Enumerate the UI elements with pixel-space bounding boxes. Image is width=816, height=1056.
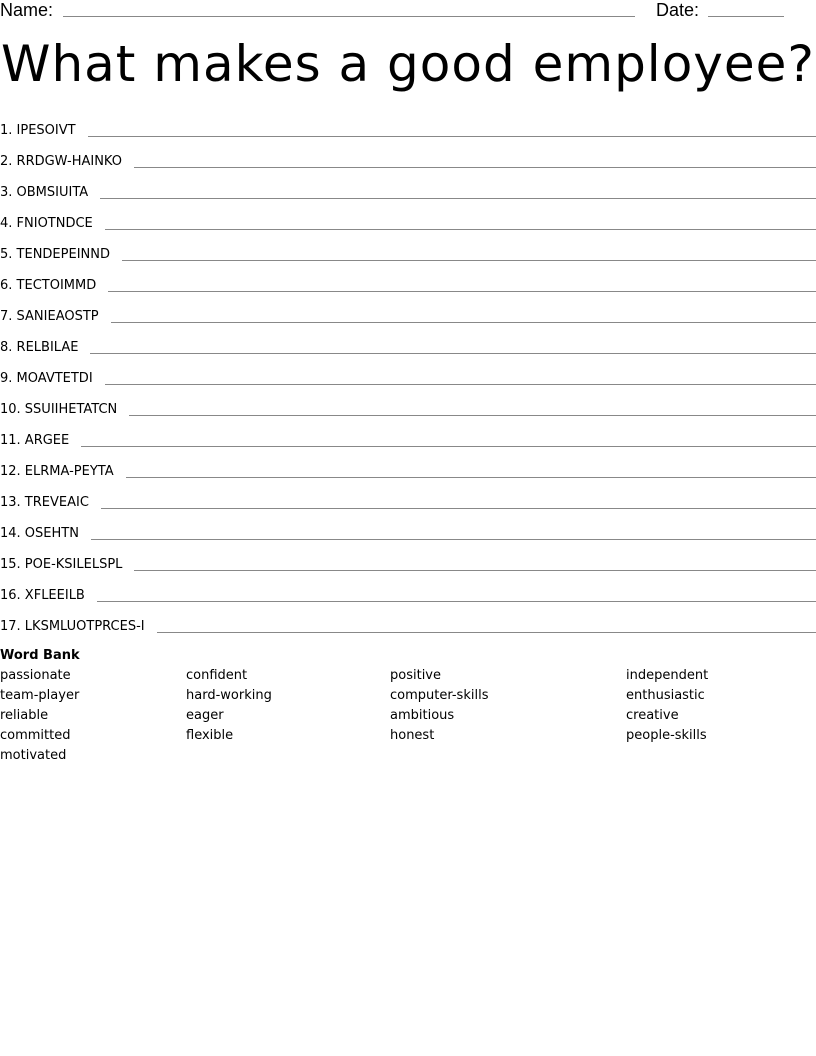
word-bank-word: hard-working <box>186 688 272 703</box>
scramble-item <box>0 143 816 174</box>
answer-line <box>157 632 816 633</box>
answer-line <box>81 446 816 447</box>
worksheet-title: What makes a good employee? <box>1 35 815 93</box>
word-bank-column <box>390 666 488 746</box>
scrambled-word: 16. XFLEEILB <box>0 588 85 603</box>
scramble-item <box>0 577 816 608</box>
answer-line <box>134 167 816 168</box>
scramble-item <box>0 453 816 484</box>
scrambled-word: 8. RELBILAE <box>0 340 79 355</box>
scramble-item <box>0 112 816 143</box>
answer-line <box>97 601 816 602</box>
word-bank-word: people-skills <box>626 728 707 743</box>
name-field-line <box>63 16 635 17</box>
scrambled-word: 2. RRDGW-HAINKO <box>0 154 122 169</box>
scramble-item <box>0 174 816 205</box>
date-field-line <box>708 16 784 17</box>
scrambled-word: 12. ELRMA-PEYTA <box>0 464 114 479</box>
scrambled-word: 10. SSUIIHETATCN <box>0 402 118 417</box>
word-bank-word: creative <box>626 708 679 723</box>
answer-line <box>126 477 816 478</box>
word-bank-word: flexible <box>186 728 234 743</box>
word-bank-word: passionate <box>0 668 71 683</box>
answer-line <box>90 353 816 354</box>
word-bank-word: positive <box>390 668 441 683</box>
word-bank-word: independent <box>626 668 709 683</box>
scrambled-word: 11. ARGEE <box>0 433 70 448</box>
scramble-item <box>0 236 816 267</box>
scrambled-word: 3. OBMSIUITA <box>0 185 89 200</box>
scrambled-word: 17. LKSMLUOTPRCES-I <box>0 619 145 634</box>
word-bank-column <box>0 666 79 766</box>
answer-line <box>101 508 816 509</box>
word-bank-word: motivated <box>0 748 67 763</box>
word-bank-word: reliable <box>0 708 49 723</box>
word-bank-word: confident <box>186 668 248 683</box>
date-label: Date: <box>656 0 700 20</box>
scrambled-word: 6. TECTOIMMD <box>0 278 97 293</box>
word-bank-title: Word Bank <box>0 648 80 663</box>
scramble-list <box>0 112 816 639</box>
name-label: Name: <box>0 0 54 20</box>
word-bank <box>0 646 816 763</box>
scramble-item <box>0 515 816 546</box>
word-bank-word: computer-skills <box>390 688 489 703</box>
scramble-item <box>0 298 816 329</box>
scrambled-word: 13. TREVEAIC <box>0 495 89 510</box>
word-bank-word: honest <box>390 728 435 743</box>
scramble-item <box>0 329 816 360</box>
answer-line <box>122 260 816 261</box>
scrambled-word: 5. TENDEPEINND <box>0 247 110 262</box>
word-bank-word: team-player <box>0 688 80 703</box>
word-bank-word: eager <box>186 708 224 723</box>
scrambled-word: 7. SANIEAOSTP <box>0 309 99 324</box>
scramble-item <box>0 391 816 422</box>
scramble-item <box>0 360 816 391</box>
answer-line <box>91 539 816 540</box>
word-bank-column <box>626 666 708 746</box>
worksheet-header <box>0 0 816 24</box>
scramble-item <box>0 608 816 639</box>
scrambled-word: 15. POE-KSILELSPL <box>0 557 123 572</box>
word-bank-word: committed <box>0 728 71 743</box>
scrambled-word: 1. IPESOIVT <box>0 123 76 138</box>
word-bank-word: enthusiastic <box>626 688 705 703</box>
answer-line <box>100 198 816 199</box>
scramble-item <box>0 205 816 236</box>
scramble-item <box>0 546 816 577</box>
scrambled-word: 9. MOAVTETDI <box>0 371 93 386</box>
scrambled-word: 4. FNIOTNDCE <box>0 216 93 231</box>
scrambled-word: 14. OSEHTN <box>0 526 79 541</box>
answer-line <box>134 570 816 571</box>
answer-line <box>105 384 816 385</box>
scramble-item <box>0 484 816 515</box>
answer-line <box>111 322 816 323</box>
answer-line <box>88 136 816 137</box>
scramble-item <box>0 422 816 453</box>
answer-line <box>129 415 816 416</box>
answer-line <box>105 229 816 230</box>
word-bank-word: ambitious <box>390 708 455 723</box>
answer-line <box>108 291 816 292</box>
word-bank-column <box>186 666 272 746</box>
scramble-item <box>0 267 816 298</box>
